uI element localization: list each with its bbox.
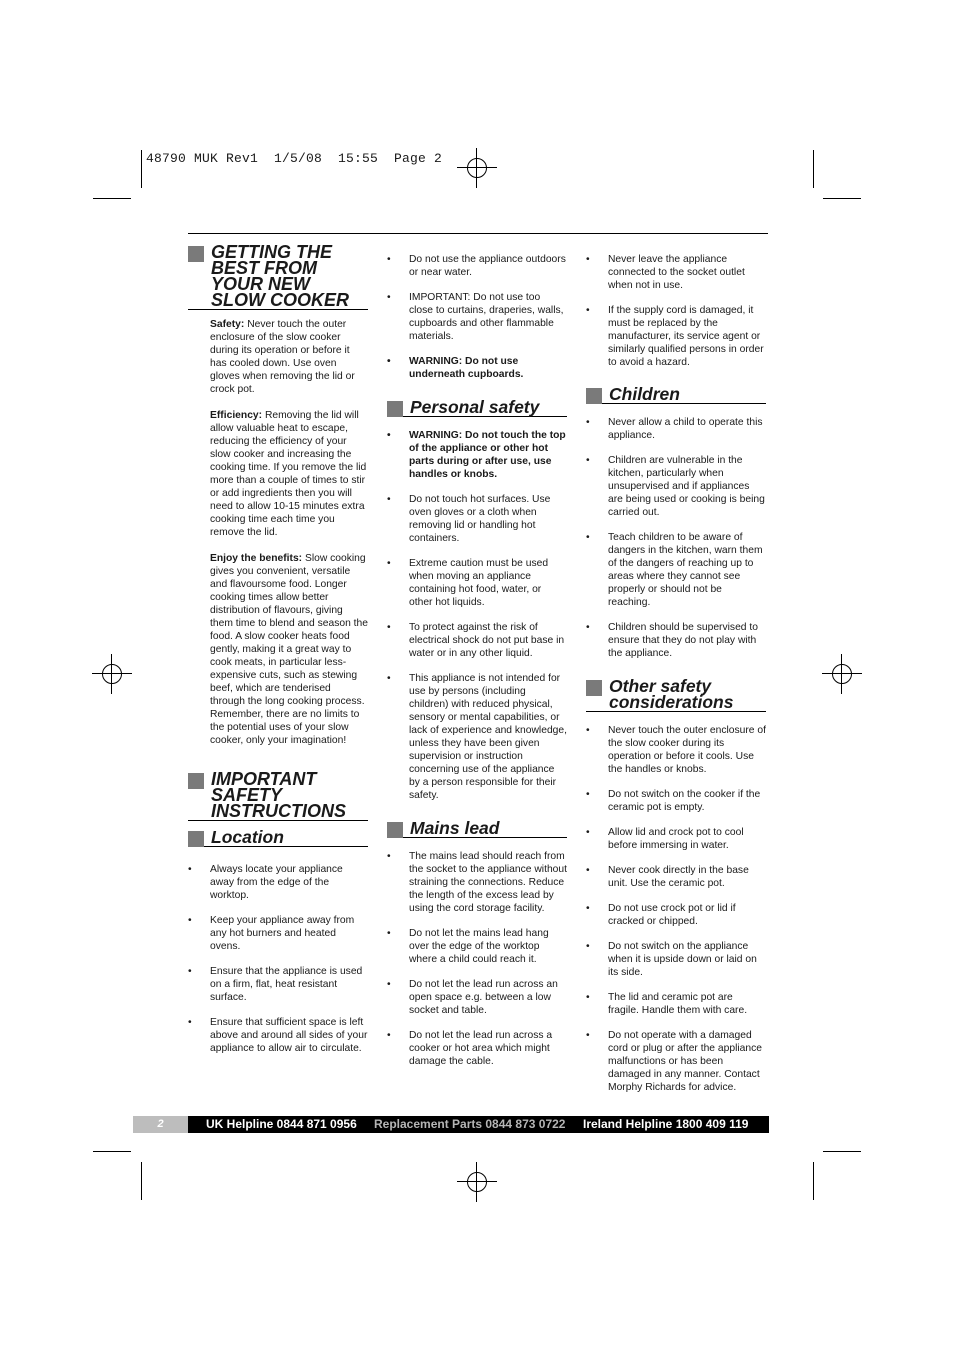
crop-mark: [141, 150, 142, 188]
heading-getting-the-best: [188, 244, 368, 310]
list-item: • Always locate your appliance away from the edge of the worktop.: [188, 863, 368, 902]
uk-helpline: UK Helpline 0844 871 0956: [206, 1117, 357, 1131]
replacement-parts: Replacement Parts 0844 873 0722: [374, 1117, 566, 1131]
top-rule: [188, 233, 768, 234]
benefits-text: Slow cooking gives you convenient, versatile and flavoursome food. Longer cooking times allow better distribution of flavours, giving them time to blend and season the food. A slow cooker heats food gently, making it a great way to cook meats, in particular less-expensive cuts, such as stewing beef, which are tenderised through the long cooking process. Remember, there are no limits to the potential uses of your slow cooker, only your imagination!: [210, 553, 368, 746]
efficiency-label: Efficiency:: [210, 410, 263, 421]
safety-text: Never touch the outer enclosure of the slow cooker during its operation or before it has cooled down. Use oven gloves when removing the lid or crock pot.: [210, 319, 355, 395]
top-list: [586, 253, 766, 369]
safety-paragraph: [210, 318, 368, 396]
list-item: • The lid and ceramic pot are fragile. Handle them with care.: [586, 991, 766, 1017]
heading-text: Personal safety: [410, 397, 540, 417]
heading-location: [188, 829, 368, 847]
heading-text: Other safety considerations: [609, 676, 734, 712]
heading-square-icon: [586, 680, 602, 696]
list-item: • Do not operate with a damaged cord or plug or after the appliance malfunctions or has been damaged in any manner. Contact Morphy Richards for advice.: [586, 1029, 766, 1094]
heading-other-safety: [586, 678, 766, 712]
efficiency-text: Removing the lid will allow valuable heat to escape, reducing the efficiency of your slow cooker and increasing the cooking time. If you remove the lid more than a couple of times to stir or add ingredients then you will need to allow 10-15 minutes extra cooking time each time you remove the lid.: [210, 410, 367, 538]
crop-mark: [141, 1162, 142, 1200]
list-item: • Ensure that the appliance is used on a firm, flat, heat resistant surface.: [188, 965, 368, 1004]
efficiency-paragraph: [210, 409, 368, 539]
heading-text: IMPORTANT SAFETY INSTRUCTIONS: [211, 769, 346, 821]
list-item: • If the supply cord is damaged, it must be replaced by the manufacturer, its service agent or similarly qualified persons in order to avoid a hazard.: [586, 304, 766, 369]
registration-mark-left: [92, 654, 132, 694]
heading-text: GETTING THE BEST FROM YOUR NEW SLOW COOKER: [211, 242, 349, 310]
top-list: [387, 253, 567, 381]
heading-square-icon: [387, 401, 403, 417]
heading-text: Children: [609, 384, 680, 404]
registration-mark-top: [457, 148, 497, 188]
heading-square-icon: [387, 822, 403, 838]
page-number: 2: [133, 1116, 188, 1133]
list-item: • Do not switch on the appliance when it is upside down or laid on its side.: [586, 940, 766, 979]
heading-personal-safety: [387, 399, 567, 417]
crop-mark: [813, 150, 814, 188]
heading-square-icon: [586, 388, 602, 404]
list-item: • Do not use crock pot or lid if cracked or chipped.: [586, 902, 766, 928]
list-item: • WARNING: Do not touch the top of the appliance or other hot parts during or after use, use handles or knobs.: [387, 429, 567, 481]
crop-mark: [813, 1162, 814, 1200]
list-item: • Never cook directly in the base unit. Use the ceramic pot.: [586, 864, 766, 890]
heading-square-icon: [188, 831, 204, 847]
other-safety-list: [586, 724, 766, 1094]
heading-text: Location: [211, 827, 284, 847]
crop-mark: [823, 1151, 861, 1152]
ireland-helpline: Ireland Helpline 1800 409 119: [583, 1117, 749, 1131]
location-list: [188, 863, 368, 1055]
list-item: • To protect against the risk of electrical shock do not put base in water or in any other liquid.: [387, 621, 567, 660]
list-item: • Do not use the appliance outdoors or near water.: [387, 253, 567, 279]
heading-text: Mains lead: [410, 818, 500, 838]
list-item: • Never leave the appliance connected to the socket outlet when not in use.: [586, 253, 766, 292]
heading-mains-lead: [387, 820, 567, 838]
benefits-paragraph: [210, 552, 368, 747]
list-item: • Do not let the lead run across an open space e.g. between a low socket and table.: [387, 978, 567, 1017]
list-item: • Keep your appliance away from any hot burners and heated ovens.: [188, 914, 368, 953]
heading-children: [586, 386, 766, 404]
mains-lead-list: [387, 850, 567, 1068]
list-item: • Extreme caution must be used when moving an appliance containing hot food, water, or other hot liquids.: [387, 557, 567, 609]
list-item: • IMPORTANT: Do not use too close to curtains, draperies, walls, cupboards and other flammable materials.: [387, 291, 567, 343]
list-item: • Never allow a child to operate this appliance.: [586, 416, 766, 442]
list-item: • Do not let the lead run across a cooker or hot area which might damage the cable.: [387, 1029, 567, 1068]
list-item: • This appliance is not intended for use by persons (including children) with reduced physical, sensory or mental capabilities, or lack of experience and knowledge, unless they have been given supervision or instruction concerning use of the appliance by a person responsible for their safety.: [387, 672, 567, 802]
heading-important-safety: [188, 771, 368, 821]
personal-safety-list: [387, 429, 567, 802]
print-slug: 48790 MUK Rev1 1/5/08 15:55 Page 2: [146, 151, 443, 166]
column-2: [387, 253, 567, 1080]
crop-mark: [93, 1151, 131, 1152]
benefits-label: Enjoy the benefits:: [210, 553, 303, 564]
heading-square-icon: [188, 246, 204, 262]
heading-square-icon: [188, 773, 204, 789]
list-item: • Children should be supervised to ensure that they do not play with the appliance.: [586, 621, 766, 660]
crop-mark: [93, 198, 131, 199]
list-item: • The mains lead should reach from the socket to the appliance without straining the connections. Reduce the length of the excess lead by using the cord storage facility.: [387, 850, 567, 915]
registration-mark-right: [822, 654, 862, 694]
list-item: • Ensure that sufficient space is left above and around all sides of your appliance to allow air to circulate.: [188, 1016, 368, 1055]
list-item: • Teach children to be aware of dangers in the kitchen, warn them of the dangers of reaching up to areas where they cannot see properly or should not be reaching.: [586, 531, 766, 609]
list-item: • Do not let the mains lead hang over the edge of the worktop where a child could reach it.: [387, 927, 567, 966]
crop-mark: [823, 198, 861, 199]
list-item: • WARNING: Do not use underneath cupboards.: [387, 355, 567, 381]
column-3: [586, 253, 766, 1106]
list-item: • Do not switch on the cooker if the ceramic pot is empty.: [586, 788, 766, 814]
registration-mark-bottom: [457, 1162, 497, 1202]
list-item: • Children are vulnerable in the kitchen, particularly when unsupervised and if appliances are being used or cooking is being carried out.: [586, 454, 766, 519]
children-list: [586, 416, 766, 660]
footer-bar: [133, 1116, 769, 1133]
column-1: [188, 244, 368, 1067]
list-item: • Never touch the outer enclosure of the slow cooker during its operation or before it cools. Use the handles or knobs.: [586, 724, 766, 776]
list-item: • Allow lid and crock pot to cool before immersing in water.: [586, 826, 766, 852]
list-item: • Do not touch hot surfaces. Use oven gloves or a cloth when removing lid or handling hot containers.: [387, 493, 567, 545]
safety-label: Safety:: [210, 319, 245, 330]
